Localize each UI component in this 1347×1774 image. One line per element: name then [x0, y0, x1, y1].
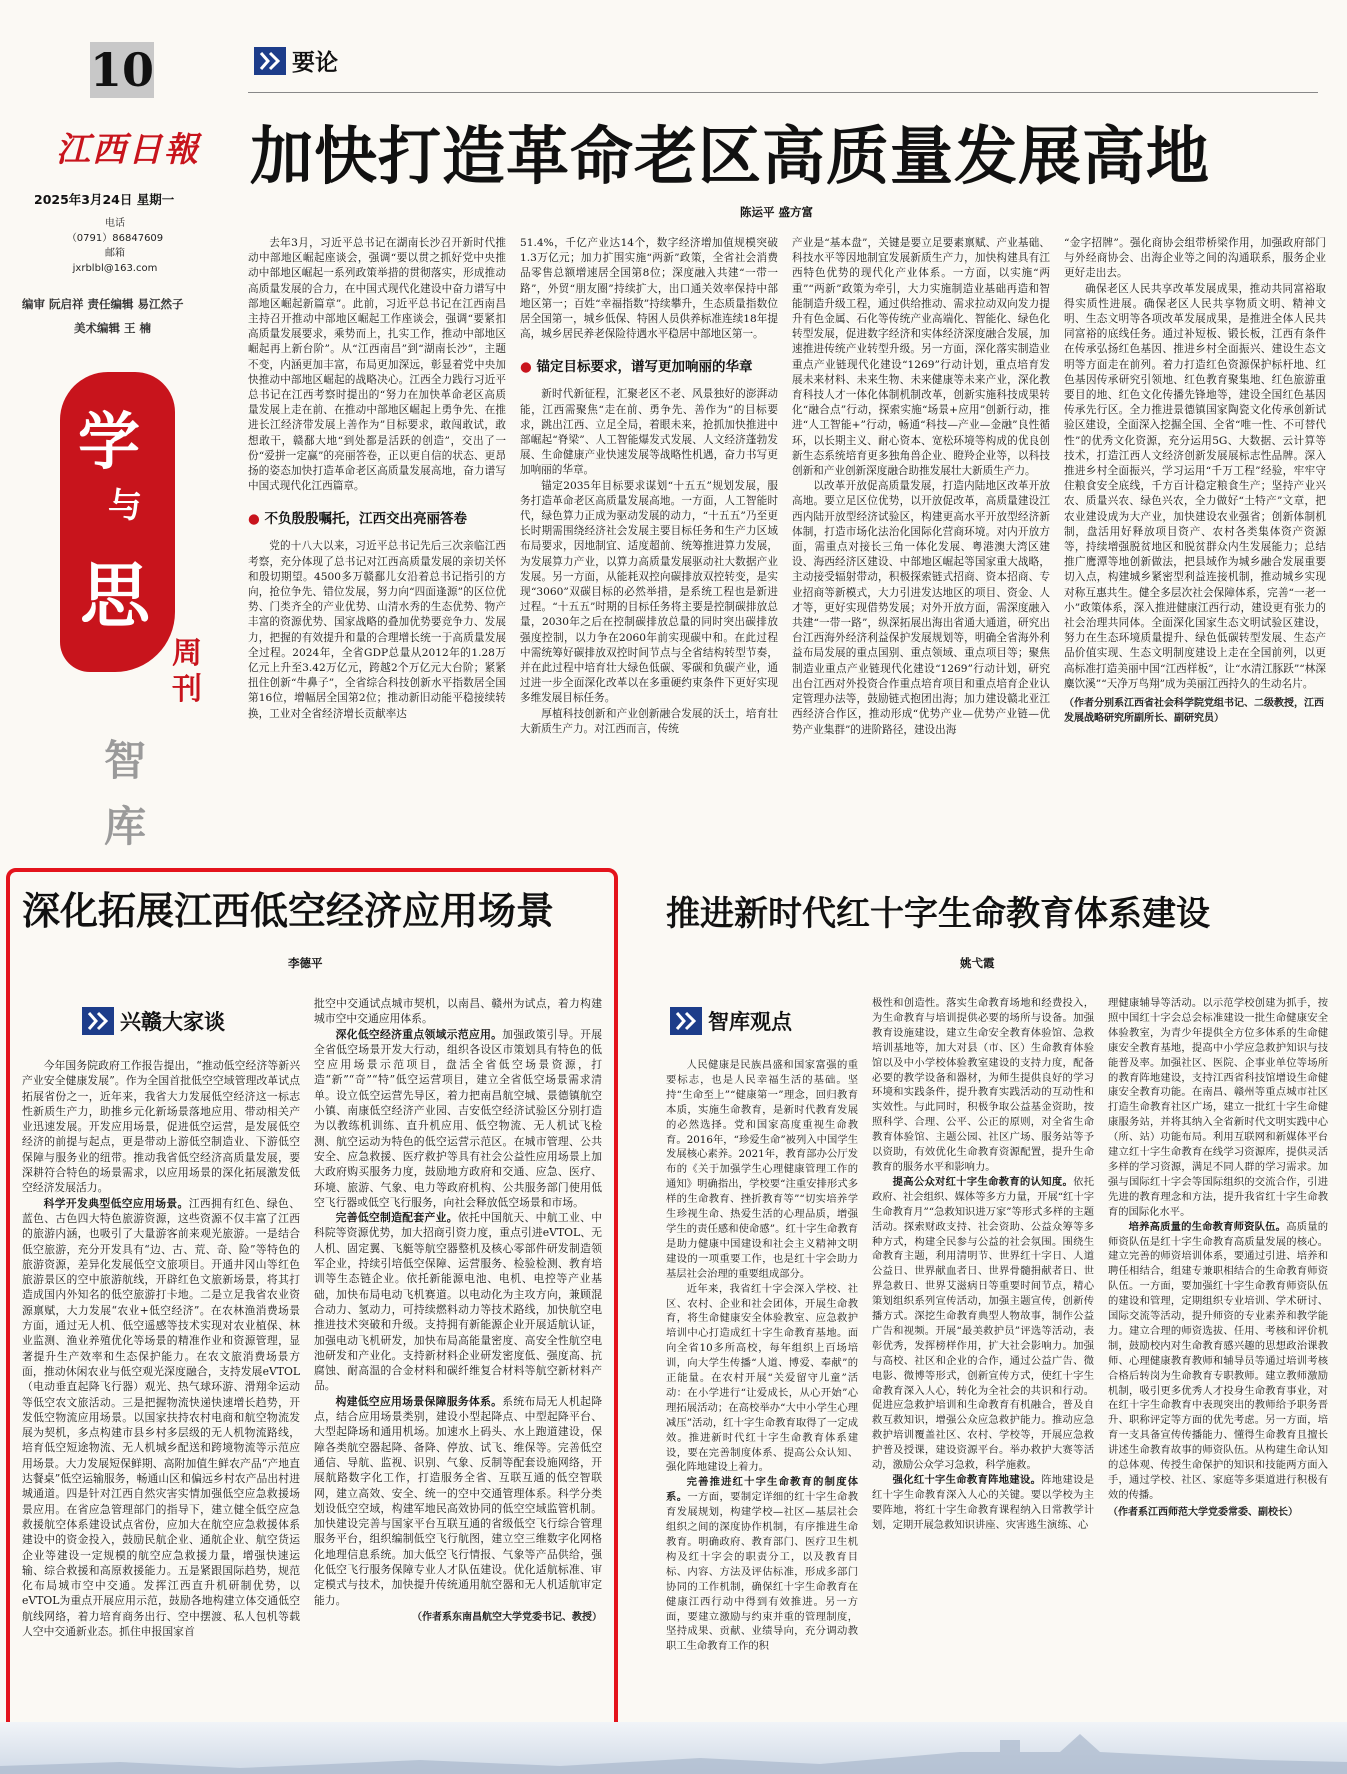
right-subhead-1: 完善推进红十字生命教育的制度体系。	[666, 1476, 858, 1504]
xinggan-column-tag	[82, 1006, 225, 1036]
top-divider	[248, 92, 1318, 93]
column-name: 要论	[292, 49, 338, 76]
section-title-xue: 学	[78, 405, 141, 478]
top-para-4: 新时代新征程，汇聚老区不老、风景独好的澎湃动能，江西需聚焦“走在前、勇争先、善作为”的目标要求，跳出江西、立足全局，着眼未来，抢抓加快推进中部崛起“脊梁”、人工智能爆发式发展、人文经济蓬勃发展、生命健康产业快速发展等战略性机遇，奋力书写更加响丽的华章。 锚定2035年目标要求谋划“十五五”规划发展，服务打造革命老区高质量发展高地。一方面，人工智能时代，绿色算力正成为驱动发展的动力，“十五五”乃至更长时期需围绕经济社会发展主要目标任务和生产力区域布局要求，因地制宜、适度超前、统筹推进算力发展，为发展算力产业，以算力高质量发展驱动社大数据产业发展。另一方面，从能耗双控向碳排放双控转变，是实现“3060”双碳目标的必然举措，是系统工程也是新进过程。“十五五”时期的目标任务将主要是控制碳排放总量，2030年之后在控制碳排放总量的同时突出碳排放强度控制，以力争在2060年前实现碳中和。在此过程中需统筹好碳排放双控时间节点与全省结构转型节奏，并在此过程中培育壮大绿色低碳、零碳和负碳产业，通过进一步全面深化改革以在多重硬约束条件下更好实现多维发展目标任务。 厚植科技创新和产业创新融合发展的沃土，培育壮大新质生产力。对江西而言，传统	[520, 388, 778, 735]
left-para-4: 深化低空经济重点领域示范应用。加强政策引导。开展全省低空场景开发大行动，组织各设区市策划具有特色的低空应用场景示范项目，盘活全省低空场景资源，打造“新”“奇”“特”低空运营项目，建立全省低空场景需求清单。设立低空运营先导区，着力把南昌航空城、景德镇航空小镇、南康低空经济产业园、吉安低空经济试验区分别打造为以教练机训练、直升机应用、低空物流、无人机试飞检测、航空运动为特色的低空运营示范区。在城市管理、公共安全、应急救援、医疗救护等具有社会公益性应用场景上加大政府购买服务力度，鼓励地方政府和交通、应急、医疗、环境、旅游、气象、电力等政府机构、公共服务部门使用低空飞行器或低空飞行服务，向社会释放低空场景和市场。	[314, 1027, 603, 1209]
right-headline: 推进新时代红十字生命教育体系建设	[666, 894, 1210, 934]
column-logo-icon	[254, 47, 286, 75]
left-headline: 深化拓展江西低空经济应用场景	[22, 888, 555, 933]
top-authors: 陈运平 盛方富	[740, 205, 814, 219]
top-para-1: 去年3月，习近平总书记在湖南长沙召开新时代推动中部地区崛起座谈会，强调“要以贯之抓好党中央推动中部地区崛起一系列政策举措的贯彻落实，形成推动高质量发展的合力，在中国式现代化建设中奋力谱写中部地区崛起新篇章”。此前，习近平总书记在江西南昌主持召开推动中部地区崛起工作座谈会，强调“要紧扣高质量发展要求，乘势而上，扎实工作，推动中部地区崛起再上新台阶”。从“江西南昌”到“湖南长沙”，主题不变，内涵更加丰富，布局更加深远，彰显着党中央加快推动中部地区崛起的战略决心。江西全力践行习近平总书记在江西考察时提出的“努力在加快革命老区高质量发展上走在前、在推动中部地区崛起上勇争先、在推进长江经济带发展上善作为”目标要求，敢闯敢试，敢想敢干，赣鄱大地“到处都是活跃的创造”，交出了一份“爱拼一定赢”的亮丽答卷，正以更自信的状态、更昂扬的姿态加快打造革命老区高质量发展高地，奋力谱写中国式现代化江西篇章。	[248, 237, 506, 493]
right-col-3	[1108, 996, 1328, 1520]
yaolun-column-tag	[254, 44, 338, 77]
weekly-label-2: 刊	[172, 672, 202, 707]
right-author-note: （作者系江西师范大学党委常委、副校长）	[1108, 1506, 1298, 1518]
left-subhead-3: 完善低空制造配套产业。	[335, 1211, 458, 1225]
contact-block	[60, 216, 170, 276]
email-address: jxrblbl@163.com	[72, 263, 158, 274]
top-subhead-1: ● 不负殷殷嘱托，江西交出亮丽答卷	[248, 511, 467, 528]
right-subhead-2: 提高公众对红十字生命教育的认知度。	[892, 1175, 1074, 1188]
email-label: 邮箱	[105, 248, 125, 259]
right-subhead-3: 强化红十字生命教育阵地建设。	[892, 1474, 1042, 1486]
left-author-note: （作者系东南昌航空大学党委书记、教授）	[412, 1611, 602, 1623]
top-col-2	[520, 236, 778, 737]
zhiku-label-2: 库	[104, 802, 147, 851]
column-logo-icon	[82, 1007, 114, 1035]
phone-label: 电话	[105, 218, 125, 229]
right-col-2	[872, 996, 1094, 1533]
right-para-5: 强化红十字生命教育阵地建设。阵地建设是红十字生命教育深入人心的关键。要以学校为主要阵地，将红十字生命教育课程纳入日常教学计划，定期开展急救知识讲座、灾害逃生演练、心	[872, 1474, 1094, 1531]
section-title-si: 思	[80, 554, 150, 637]
top-para-3: 51.4%，千亿产业达14个，数字经济增加值规模突破1.3万亿元；加力扩围实施“两新”政策，全省社会消费品零售总额增速居全国第8位；深度融入共建“一带一路”，外贸“朋友圈”持续扩大，出口通关效率保持中部地区第一；百姓“幸福指数”持续攀升，生态质量指数位居全国第一，城乡低保、特困人员供养标准连续18年提高，城乡居民养老保险待遇水平稳居中部地区第一。	[520, 237, 778, 341]
top-col-3	[792, 236, 1050, 738]
column-logo-icon	[670, 1007, 702, 1035]
left-author: 李德平	[288, 956, 323, 970]
main-headline: 加快打造革命老区高质量发展高地	[250, 120, 1210, 193]
left-para-2: 科学开发典型低空应用场景。江西拥有红色、绿色、蓝色、古色四大特色旅游资源，这些资源不仅丰富了江西的旅游内涵，也吸引了大量游客前来观光旅游。一是结合低空旅游，充分开发具有“边、古、荒、奇、险”等特色的旅游资源，差异化发展低空文旅项目。开通井冈山等红色旅游景区的空中旅游航线，开辟红色文旅新场景，将其打造成国内外知名的低空旅游打卡地。二是立足我省农业资源禀赋，大力发展“农业+低空经济”。在农林渔消费场景方面，通过无人机、低空遥感等技术实现对农业植保、林业监测、渔业养殖优化等场景的精准作业和资源管理，显著提升生产效率和生态保护能力。在农文旅消费场景方面，推动休闲农业与低空观光深度融合，支持发展eVTOL（电动垂直起降飞行器）观光、热气球环游、滑翔伞运动等低空农文旅活动。三是把握物流快递快速增长趋势，开发低空物流应用场景。以国家扶持农村电商和航空物流发展为契机，多点构建市县乡村多层级的无人机物流路线，培育低空短途物流、无人机城乡配送和跨境物流等示范应用场景。大力发展短保鲜期、高附加值生鲜农产品“产地直达餐桌”低空运输服务，畅通山区和偏远乡村农产品出村进城通道。四是针对江西自然灾害实情加强低空应急救援场景应用。在省应急管理部门的指导下，建立健全低空应急救援航空体系建设试点省份，应加大在航空应急救援体系建设中的资金投入，鼓励民航企业、通航企业、航空货运企业等建设一定规模的航空应急救援力量，增强快速运输、综合救援和高原救援能力。五是紧跟国际趋势，规范化布局城市空中交通。发挥江西直升机研制优势，以eVTOL为重点开展应用示范，鼓励各地构建立体交通低空航线网络，着力培育商务出行、空中摆渡、私人包机等载人空中交通新业态。抓住申报国家首	[22, 1196, 301, 1638]
art-editor-credit: 美术编辑 王 楠	[74, 321, 152, 335]
editor-credits: 编审 阮启祥 责任编辑 易江然子	[22, 297, 184, 311]
page-number-box	[90, 42, 154, 98]
top-para-2: 党的十八大以来，习近平总书记先后三次亲临江西考察，充分体现了总书记对江西高质量发展的亲切关怀和殷切期望。4500多万赣鄱儿女沿着总书记指引的方向，抢位争先、错位发展，努力向“四面逢源”的区位优势、门类齐全的产业优势、山清水秀的生态优势、物产丰富的资源优势、国家战略的叠加优势要竞争力、发展力，把握的有效提升和量的合理增长统一于高质量发展全过程。2024年，全省GDP总量从2012年的1.28万亿元上升至3.42万亿元，跨越2个万亿元大台阶；紧紧扭住创新“牛鼻子”，全省综合科技创新水平指数居全国第16位，增幅居全国第2位；推动新旧动能平稳接续转换，工业对全省经济增长贡献率达	[248, 540, 506, 720]
issue-date: 2025年3月24日 星期一	[34, 192, 175, 207]
phone-number: （0791）86847609	[66, 233, 164, 244]
column-name: 兴赣大家谈	[120, 1009, 225, 1034]
top-subhead-2: ● 锚定目标要求，谱写更加响丽的华章	[520, 359, 753, 376]
top-para-6: “金字招牌”。强化商协会组带桥梁作用，加强政府部门与外经商协会、出海企业等之间的沟通联系，服务企业更好走出去。 确保老区人民共享改革发展成果，推动共同富裕取得实质性进展。确保老区人民共享物质文明、精神文明、生态文明等各项改革发展成果，是推进全体人民共同富裕的底线任务。通过补短板、锻长板，江西有条件在传承弘扬红色基因、推进乡村全面振兴、建设生态文明等方面走在前列。着力打造红色资源保护标杆地、红色基因传承研究引领地、红色教育聚集地、红色旅游重要目的地、红色文化传播先锋地等，建设全国红色基因传承先行区。全力推进景德镇国家陶瓷文化传承创新试验区建设，全面深入挖掘全国、全省“唯一性、不可替代性”的优秀文化资源，充分运用5G、大数据、云计算等技术，打造江西人文经济创新发展展标志性品牌。深入推进乡村全面振兴，学习运用“千万工程”经验，牢牢守住粮食安全底线，千方百计稳定粮食生产；坚持产业兴农、质量兴农、绿色兴农，全力做好“土特产”文章，把农业建设成为大产业，加快建设农业强省；创新体制机制，盘活用好释放项目资产、农村各类集体资产资源等，持续增强脱贫地区和脱贫群众内生发展能力；总结推广鹰潭等地创新做法，把县域作为城乡融合发展重要切入点，构建城乡紧密型利益连接机制，推动城乡实现对称互惠共生。健全多层次社会保障体系，完善“一老一小”政策体系，深入推进健康江西行动，建设更有张力的社会治理共同体。全面深化国家生态文明试验区建设，努力在生态环境质量提升、绿色低碳转型发展、生态产品价值实现、生态文明制度建设上走在全国前列，以更高标准打造美丽中国“江西样板”，让“水清江豚跃”“林深麋饮溪”“天净万鸟翔”成为美丽江西持久的生动名片。	[1064, 237, 1326, 690]
weekly-label-1: 周	[172, 636, 202, 671]
left-para-6: 构建低空应用场景保障服务体系。系统布局无人机起降点，结合应用场景类别，建设小型起降点、中型起降平台、大型起降场和通用机场。加速水上码头、水上跑道建设，保障各类航空器起降、备降、停放、试飞、维保等。完善低空通信、导航、监视、识别、气象、反制等配套设施网络，开展航路数字化工作，打造服务全省、互联互通的低空智联网，建立高效、安全、统一的空中交通管理体系。科学分类划设低空空域，构建军地民高效协同的低空空域监管机制。加快建设完善与国家平台互联互通的省级低空飞行综合管理服务平台，组织编制低空飞行航图，建立空三维数字化网格化地理信息系统。加大低空飞行情报、气象等产品供给，强化低空飞行服务保障专业人才队伍建设。优化适航标准、审定模式与技术，加快提升传统通用航空器和无人机适航审定能力。	[314, 1394, 603, 1607]
right-author: 姚弋霞	[960, 956, 995, 970]
top-para-5: 产业是“基本盘”，关键是要立足要素禀赋、产业基础、科技水平等因地制宜发展新质生产力，加快构建具有江西特色优势的现代化产业体系。一方面，以实施“两重”“两新”政策为牵引，大力实施制造业基础再造和智能制造升级工程，通过供给推动、需求拉动双向发力提升有色金属、石化等传统产业高端化、智能化、绿色化转型发展，促进数字经济和实体经济深度融合发展，加速推进传统产业转型升级。另一方面，深化落实制造业重点产业链现代化建设“1269”行动计划，重点培育发展未来材料、未来生物、未来健康等未来产业，深化教育科技人才一体化体制机制改革，创新实施科技成果转化“融合点”行动，探索实施“场景+应用”创新行动，推进“人工智能+”行动，畅通“科技—产业—金融”良性循环，以长期主义、耐心资本、宽松环境等构成的优良创新生态系统培育更多独角兽企业、瞪羚企业等，以科技创新和产业创新深度融合助推发展壮大新质生产力。 以改革开放促高质量发展，打造内陆地区改革开放高地。要立足区位优势，以开放促改革，高质量建设江西内陆开放型经济试验区，构建更高水平开放型经济新体制，打造市场化法治化国际化营商环境。对内开放方面，需重点对接长三角一体化发展、粤港澳大湾区建设、海西经济区建设、中部地区崛起等国家重大战略，主动接受辐射带动，积极探索链式招商、资本招商、专业招商等新模式，大力引进发达地区的项目、资金、人才等，更好实现借势发展；对外开放方面，需深度融入共建“一带一路”，纵深拓展出海出省通大通道，研究出台江西海外经济利益保护发展规划等，明确全省海外利益布局发展的重点国别、重点领域、重点项目等；聚焦制造业重点产业链现代化建设“1269”行动计划，研究出台江西对外投资合作重点培育项目和重点培育企业认定管理办法等，鼓励链式抱团出海；加力建设赣北亚江西经济合作区，推动形成“优势产业—优势产业链—优势产业集群”的进阶路径，建设出海	[792, 237, 1050, 736]
left-para-3: 批空中交通试点城市契机，以南昌、赣州为试点，着力构建城市空中交通应用体系。	[314, 997, 602, 1026]
skyline-silhouette	[0, 1722, 1347, 1774]
section-title-yu: 与	[108, 486, 142, 526]
top-col-1	[248, 236, 506, 722]
left-col-1	[22, 1058, 300, 1639]
left-subhead-1: 科学开发典型低空应用场景。	[43, 1196, 189, 1210]
left-para-1: 今年国务院政府工作报告提出，“推动低空经济等新兴产业安全健康发展”。作为全国首批低空空域管理改革试点拓展省份之一，近年来，我省大力发展低空经济这一标志性新质生产力，助推乡元化新场景落地应用、带动相关产业迅速发展。开发应用场景，促进低空运营，是发展低空经济的前提与起点，更是带动上游低空制造业、下游低空保障与服务业的纽带。推动我省低空经济高质量发展，要深耕符合特色的场景需求，以应用场景的深化拓展激发低空经济发展活力。	[22, 1059, 300, 1195]
right-para-1: 人民健康是民族昌盛和国家富强的重要标志，也是人民幸福生活的基础。坚持“生命至上”“健康第一”理念，回归教育本质，实施生命教育，是新时代教育发展的必然选择。党和国家高度重视生命教育。2016年，“珍爱生命”被列入中国学生发展核心素养。2021年，教育部办公厅发布的《关于加强学生心理健康管理工作的通知》明确指出，学校要“注重安排形式多样的生命教育、挫折教育等”“切实培养学生珍视生命、热爱生活的心理品质，增强学生的责任感和使命感”。红十字生命教育是助力健康中国建设和社会主义精神文明建设的一项重要工作，也是红十字会助力基层社会治理的重要组成部分。 近年来，我省红十字会深入学校、社区、农村、企业和社会团体，开展生命教育，将生命健康安全体验教室、应急救护培训中心打造成红十字生命教育基地。面向全省10多所高校，每年组织上百场培训，向大学生传播“人道、博爱、奉献”的正能量。在农村开展“关爱留守儿童”活动：在小学进行“让爱成长，从心开始”心理拓展活动；在高校举办“大中小学生心理减压”活动，红十字生命教育取得了一定成效。推进新时代红十字生命教育体系建设，要在完善制度体系、提高公众认知、强化阵地建设上着力。	[666, 1059, 858, 1474]
column-name: 智库观点	[708, 1009, 792, 1034]
right-col-1	[666, 1058, 858, 1654]
paper-name-logo: 江西日報	[56, 130, 200, 170]
top-col-4	[1064, 236, 1326, 726]
left-col-2	[314, 996, 602, 1625]
zhiku-column-tag	[670, 1006, 792, 1036]
right-para-7: 培养高质量的生命教育师资队伍。高质量的师资队伍是红十字生命教育高质量发展的核心。建立完善的师资培训体系，要通过引进、培养和聘任相结合，组建专兼职相结合的生命教育师资队伍。一方面，要加强红十字生命教育师资队伍的建设和管理，定期组织专业培训、学术研讨、国际交流等活动，提升师资的专业素养和教学能力。建立合理的师资选拔、任用、考核和评价机制，鼓励校内对生命教育感兴趣的思想政治课教师、心理健康教育教师和辅导员等通过培训考核合格后转岗为生命教育专职教师。建立教师激励机制，吸引更多优秀人才投身生命教育事业，对在红十字生命教育中表现突出的教师给予职务晋升、职称评定等方面的优先考虑。另一方面，培育一支具备宣传传播能力、懂得生命教育且擅长讲述生命教育故事的师资队伍。从构建生命认知的总体观、传授生命保护的知识和技能两方面入手，通过学校、社区、家庭等多渠道进行积极有效的传播。	[1108, 1220, 1329, 1501]
left-para-5: 完善低空制造配套产业。依托中国航天、中航工业、中科院等资源优势，加大招商引资力度，重点引进eVTOL、无人机、固定翼、飞艇等航空器整机及核心零部件研发制造领军企业，持续引培低空保障、运营服务、检验检测、教育培训等生态链企业。依托新能源电池、电机、电控等产业基础，加快布局电动飞机赛道。以电动化为主攻方向，兼顾混合动力、氢动力，可持续燃料动力等技术路线，加快航空电推进技术突破和升级。支持拥有新能源企业开展适航认证，加强电动飞机研发，加快布局高能量密度、高安全性航空电池研发和产业化。支持新材料企业研发密度低、强度高、抗腐蚀、耐高温的合金材料和碳纤维复合材料等航空新材料产品。	[314, 1211, 603, 1393]
right-para-4: 提高公众对红十字生命教育的认知度。依托政府、社会组织、媒体等多方力量，开展“红十字生命教育月”“急救知识进万家”等形式多样的主题活动。探索财政支持、社会资助、公益众筹等多种方式，构建全民参与公益的社会氛围。围绕生命教育主题，利用清明节、世界红十字日、人道公益日、世界献血者日、世界骨髓捐献者日、世界急救日、世界艾滋病日等重要时间节点，精心策划组织系列宣传活动，加强主题宣传，创新传播方式。深挖生命教育典型人物故事，制作公益广告和视频。开展“最美救护员”评选等活动，表彰优秀，发挥榜样作用，扩大社会影响力。加强与高校、社区和企业的合作，通过公益广告、微电影、微博等形式，创新宣传方式，使红十字生命教育深入人心，转化为全社会的共识和行动。促进应急救护培训和生命教育有机融合，普及自救互救知识，增强公众应急救护能力。推动应急救护培训覆盖社区、农村、学校等，开展应急救护普及授课，建设资源平台。举办救护大赛等活动，激励公众学习急救，科学施救。	[872, 1175, 1095, 1472]
right-subhead-4: 培养高质量的生命教育师资队伍。	[1128, 1220, 1287, 1233]
top-author-note: （作者分别系江西省社会科学院党组书记、二级教授，江西发展战略研究所副所长、副研究员）	[1064, 698, 1324, 725]
right-para-6: 理健康辅导等活动。以示范学校创建为抓手，按照中国红十字会总会标准建设一批生命健康安全体验教室，为青少年提供全方位多体系的生命健康安全教育基地，提高中小学应急救护知识与技能普及率。加强社区、医院、企事业单位等场所的教育阵地建设，支持江西省科技馆增设生命健康安全教育功能。在南昌、赣州等重点城市社区打造生命教育社区广场，建立一批红十字生命健康服务站，并将其纳入全省新时代文明实践中心（所、站）功能布局。利用互联网和新媒体平台建立红十字生命教育在线学习资源库，提供灵活多样的学习资源，满足不同人群的学习需求。加强与国际红十字会等国际组织的交流合作，引进先进的教育理念和方法，提升我省红十字生命教育的国际化水平。	[1108, 997, 1328, 1218]
zhiku-label-1: 智	[104, 736, 147, 785]
page-number: 10	[90, 43, 155, 97]
right-para-3: 极性和创造性。落实生命教育场地和经费投入，为生命教育与培训提供必要的场所与设备。加强教育设施建设，建立生命安全教育体验馆、急救培训基地等，加大对县（市、区）生命教育体验馆以及中小学校体验教室建设的支持力度，配备必要的教学设备和器材，为师生提供良好的学习环境和实践条件，提升教育实践活动的互动性和实效性。与此同时，积极争取公益基金资助，按照科学、合理、公平、公正的原则，对全省生命教育体验馆、主题公园、社区广场、服务站等予以资助，有效优化生命教育资源配置，提升生命教育的服务水平和影响力。	[872, 997, 1094, 1173]
left-subhead-4: 构建低空应用场景保障服务体系。	[335, 1394, 503, 1408]
left-subhead-2: 深化低空经济重点领域示范应用。	[335, 1027, 503, 1041]
right-para-2: 完善推进红十字生命教育的制度体系。一方面，要制定详细的红十字生命教育发展规划，构建学校—社区—基层社会组织之间的深度协作机制，有序推进生命教育。明确政府、教育部门、医疗卫生机构及红十字会的职责分工，以及教育目标、内容、方法及评估标准，形成多部门协同的工作机制，确保红十字生命教育在健康江西行动中得到有效推进。另一方面，要建立激励与约束并重的管理制度，坚持成果、贡献、业绩导向，充分调动教职工生命教育工作的积	[666, 1476, 859, 1653]
